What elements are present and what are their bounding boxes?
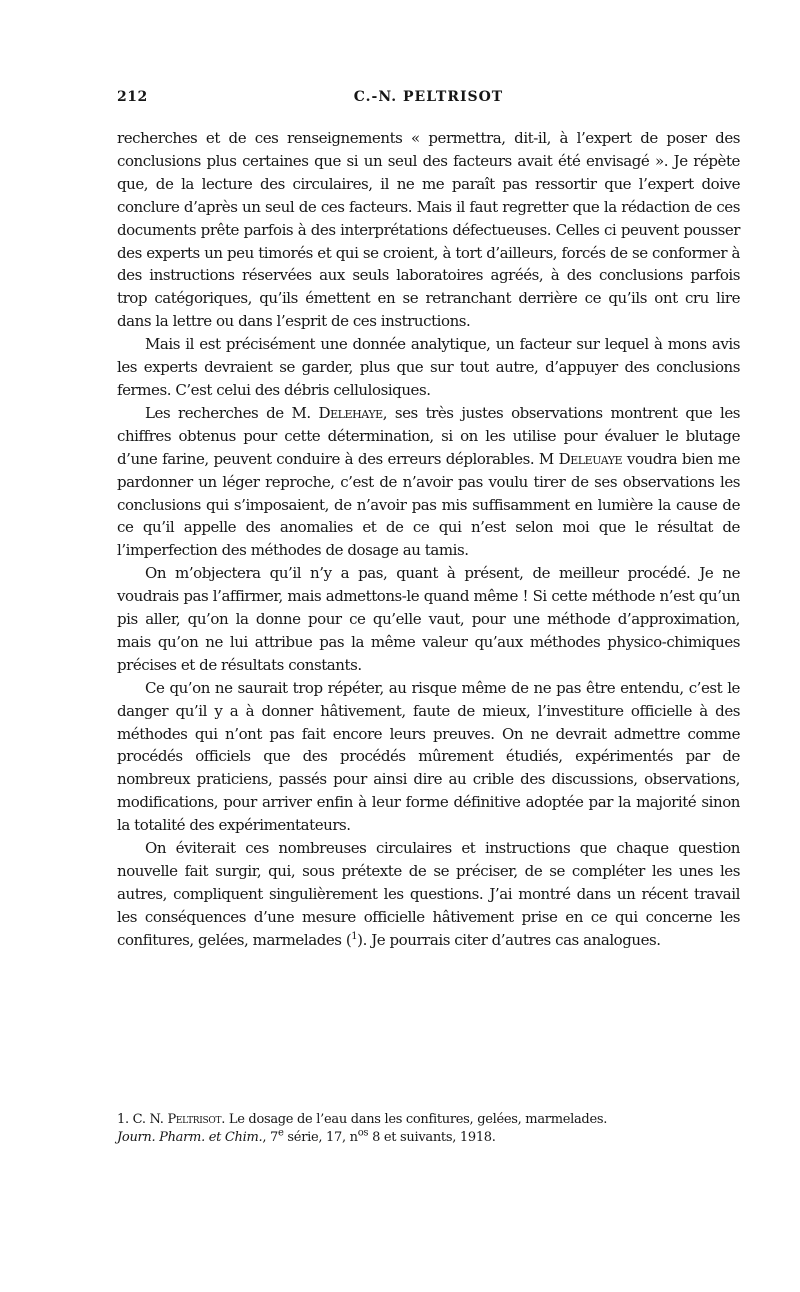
footnote-series: , 7: [262, 1130, 278, 1145]
paragraph-6-text-a: On éviterait ces nombreuses circulaires et instructions que chaque question nouvelle fait surgir, qui, sous prétexte de se préciser, de se compléter les unes les autres, compliquent singulièrement les questions. J’ai montré dans un récent travail les conséquences d’une mesure officielle hâtivement prise en ce qui concerne les confitures, gelées, marmelades (: [117, 839, 740, 949]
body-text: [117, 127, 740, 952]
running-head: C.-N. PELTRISOT: [353, 89, 504, 105]
footnote-journal: Journ. Pharm. et Chim.: [117, 1130, 263, 1145]
paragraph-3-text-b: , ses très justes observations montrent que les chiffres obtenus pour cette détermination, si on les utilise pour évaluer le blutage d’une farine, peuvent conduire à des erreurs déplorables. M: [117, 403, 740, 468]
paragraph-3-text-c: voudra bien me pardonner un léger reproche, c’est de n’avoir pas voulu tirer de ses observations les conclusions qui s’imposaient, de n’avoir pas mis suffisamment en lumière la cause de ce qu’il appelle des anomalies et de ce qui n’est selon moi que le résultat de l’imperfection des méthodes de dosage au tamis.: [117, 449, 740, 560]
paragraph-3-text-a: Les recherches de M.: [145, 403, 311, 422]
paragraph-6: [117, 837, 740, 952]
footnote-block: [117, 1111, 740, 1147]
footnote-1: 1. C. N. Peltrisot. Le dosage de l’eau dans les confitures, gelées, marmelades. Journ. Pharm. et Chim., 7e série, 17, $n^{os}$ 8 et suivants, 1918.: [117, 1112, 608, 1145]
paragraph-3: [117, 402, 740, 562]
footnote-author: Peltrisot: [167, 1112, 222, 1127]
footnote-series-sup: e: [277, 1127, 284, 1139]
paragraph-6-text-b: ). Je pourrais citer d’autres cas analogues.: [357, 930, 661, 949]
paragraph-2: Mais il est précisément une donnée analytique, un facteur sur lequel à mons avis les experts devraient se garder, plus que sur tout autre, d’appuyer des conclusions fermes. C’est celui des débris cellulosiques.: [117, 335, 740, 399]
paragraph-1: recherches et de ces renseignements « permettra, dit-il, à l’expert de poser des conclusions plus certaines que si un seul des facteurs avait été envisagé ». Je répète que, de la lecture des circulaires, il ne me paraît pas ressortir que l’expert doive conclure d’après un seul de ces facteurs. Mais il faut regretter que la rédaction de ces documents prête parfois à des interprétations défectueuses. Celles ci peuvent pousser des experts un peu timorés et qui se croient, à tort d’ailleurs, forcés de se conformer à des instructions réservées aux seuls laboratoires agréés, à des conclusions parfois trop catégoriques, qu’ils émettent en se retranchant derrière ce qu’ils ont cru lire dans la lettre ou dans l’esprit de ces instructions.: [117, 129, 740, 331]
paragraph-5: Ce qu’on ne saurait trop répéter, au risque même de ne pas être entendu, c’est le danger qu’il y a à donner hâtivement, faute de mieux, l’investiture officielle à des méthodes qui n’ont pas fait encore leurs preuves. On ne devrait admettre comme procédés officiels que des procédés mûrement étudiés, expérimentés par de nombreux praticiens, passés pour ainsi dire au crible des discussions, observations, modifications, pour arriver enfin à leur forme définitive adoptée par la majorité sinon la totalité des expérimentateurs.: [117, 678, 740, 835]
footnote-details-end: 8 et suivants, 1918.: [368, 1130, 496, 1145]
footnote-reference[interactable]: 1: [351, 930, 358, 942]
footnote-number: 1.: [117, 1112, 129, 1127]
footnote-nos-sup: os: [357, 1127, 369, 1139]
paragraph-4: On m’objectera qu’il n’y a pas, quant à présent, de meilleur procédé. Je ne voudrais pas l’affirmer, mais admettons-le quand même ! Si cette méthode n’est qu’un pis aller, qu’on la donne pour ce qu’elle vaut, pour une méthode d’approximation, mais qu’on ne lui attribue pas la même valeur qu’aux méthodes physico-chimiques précises et de résultats constants.: [117, 564, 740, 674]
footnote-details: série, 17, n: [283, 1130, 358, 1145]
author-name-deleuaye: Deleuaye: [558, 449, 623, 468]
footnote-title: Le dosage de l’eau dans les confitures, gelées, marmelades.: [228, 1112, 608, 1127]
footnote-author-initials: C. N.: [132, 1112, 164, 1127]
author-name-delehaye: Delehaye: [318, 403, 383, 422]
page-number: 212: [117, 89, 148, 105]
